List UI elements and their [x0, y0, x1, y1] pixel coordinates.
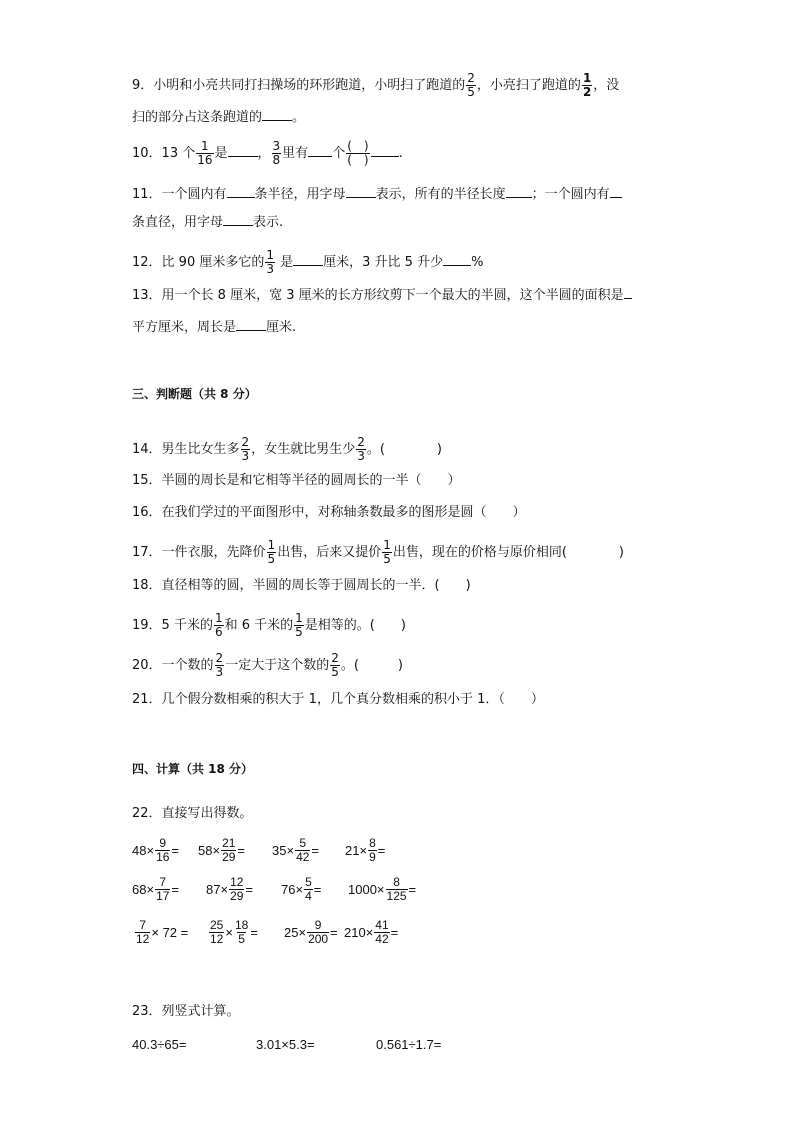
q9-text-b: ，小亮扫了跑道的 — [476, 78, 581, 93]
q17-fraction-2: $\frac{1}{5}$ — [383, 538, 391, 566]
q10-fraction-2: $\frac{3}{8}$ — [272, 139, 281, 167]
question-20: 20．一个数的 $\frac{2}{3}$ 一定大于这个数的 $\frac{2}{5}$ 。( ) — [132, 651, 403, 679]
q14-fraction-1: $\frac{2}{3}$ — [241, 435, 250, 463]
question-16: 16．在我们学过的平面图形中，对称轴条数最多的图形是圆（ ） — [132, 505, 526, 520]
q9-text-a: 9．小明和小亮共同打扫操场的环形跑道，小明扫了跑道的 — [132, 78, 466, 93]
calc-fraction: $\frac{7}{17}$ — [156, 874, 170, 903]
calc-fraction: $\frac{5}{42}$ — [296, 835, 310, 864]
answer-blank[interactable] — [223, 213, 253, 226]
calc-item: 68× $\frac{7}{17}$ = — [132, 874, 180, 903]
question-9-cont: 扫的部分占这条跑道的 。 — [132, 110, 306, 125]
calc-item: 1000× $\frac{8}{125}$ = — [348, 874, 417, 903]
calc-fraction: $\frac{9}{16}$ — [156, 835, 170, 864]
answer-blank[interactable] — [293, 253, 323, 266]
answer-blank[interactable] — [227, 185, 255, 198]
answer-blank[interactable] — [308, 144, 332, 157]
q10-placeholder-fraction: $\frac{( )}{( )}$ — [347, 139, 369, 167]
calc-item: 87× $\frac{12}{29}$ = — [206, 874, 254, 903]
calc-fraction: $\frac{18}{5}$ — [234, 917, 249, 946]
calc-fraction: $\frac{9}{200}$ — [308, 917, 329, 946]
q9-fraction-2: $\frac{1}{2}$ — [582, 71, 592, 99]
calc-fraction: $\frac{8}{9}$ — [369, 835, 376, 864]
q12-fraction: $\frac{1}{3}$ — [266, 248, 274, 276]
q19-fraction-2: $\frac{1}{5}$ — [295, 611, 303, 639]
q9-text-d: 扫的部分占这条跑道的 — [132, 110, 263, 125]
vertical-calc-item-3: 0.561÷1.7= — [376, 1037, 442, 1052]
question-17: 17．一件衣服，先降价 $\frac{1}{5}$ 出售，后来又提价 $\frac{1}{5}$ 出售，现在的价格与原价相同( ) — [132, 538, 624, 566]
answer-blank[interactable] — [610, 185, 622, 198]
calc-item: 210× $\frac{41}{42}$ = — [344, 917, 399, 946]
q10-fraction-1: $\frac{1}{16}$ — [197, 139, 213, 167]
q14-fraction-2: $\frac{2}{3}$ — [357, 435, 365, 463]
calc-item: 48× $\frac{9}{16}$ = — [132, 835, 180, 864]
q20-fraction-1: $\frac{2}{3}$ — [215, 651, 224, 679]
calc-fraction: $\frac{25}{12}$ — [210, 917, 224, 946]
answer-blank[interactable] — [236, 318, 266, 331]
question-19: 19．5 千米的 $\frac{1}{6}$ 和 6 千米的 $\frac{1}{5}$ 是相等的。( ) — [132, 611, 406, 639]
question-10: 10．13 个 $\frac{1}{16}$ 是 ， $\frac{3}{8}$ 里有 个 $\frac{( )}{( )}$ . — [132, 139, 403, 167]
question-13: 13．用一个长 8 厘米，宽 3 厘米的长方形纹剪下一个最大的半圆，这个半圆的面积是 — [132, 286, 632, 305]
q9-fraction-1: $\frac{2}{5}$ — [467, 71, 475, 99]
section-heading-judgement: 三、判断题（共 8 分） — [132, 387, 257, 401]
answer-blank[interactable] — [624, 286, 632, 299]
question-13-cont: 平方厘米，周长是 厘米. — [132, 320, 297, 335]
calc-item: $\frac{25}{12}$ × $\frac{18}{5}$ = — [210, 917, 258, 946]
calc-fraction: $\frac{5}{4}$ — [305, 874, 312, 903]
question-23-title: 23．列竖式计算。 — [132, 1004, 240, 1019]
q17-fraction-1: $\frac{1}{5}$ — [267, 538, 276, 566]
calc-item: 25× $\frac{9}{200}$ = — [284, 917, 338, 946]
vertical-calc-item-1: 40.3÷65= — [132, 1037, 187, 1052]
answer-blank[interactable] — [371, 144, 399, 157]
question-22-title: 22．直接写出得数。 — [132, 806, 253, 821]
calc-item: 76× $\frac{5}{4}$ = — [281, 874, 322, 903]
calc-fraction: $\frac{12}{29}$ — [230, 874, 244, 903]
section-heading-calculation: 四、计算（共 18 分） — [132, 762, 254, 776]
answer-blank[interactable] — [443, 253, 471, 266]
answer-blank[interactable] — [228, 144, 258, 157]
calc-fraction: $\frac{8}{125}$ — [386, 874, 407, 903]
vertical-calc-item-2: 3.01×5.3= — [256, 1037, 315, 1052]
q9-text-c: ，没 — [593, 78, 620, 93]
question-9 — [132, 72, 619, 99]
calc-item: 35× $\frac{5}{42}$ = — [272, 835, 320, 864]
question-15: 15．半圆的周长是和它相等半径的圆周长的一半（ ） — [132, 473, 461, 488]
calc-fraction: $\frac{7}{12}$ — [136, 917, 150, 946]
question-21: 21．几个假分数相乘的积大于 1，几个真分数相乘的积小于 1．（ ） — [132, 692, 544, 707]
calc-fraction: $\frac{21}{29}$ — [222, 835, 236, 864]
answer-blank[interactable] — [346, 185, 376, 198]
calc-fraction: $\frac{41}{42}$ — [375, 917, 389, 946]
answer-blank[interactable] — [506, 185, 532, 198]
question-18: 18．直径相等的圆，半圆的周长等于圆周长的一半．( ) — [132, 578, 471, 593]
question-11: 11．一个圆内有 条半径，用字母 表示，所有的半径长度 ；一个圆内有 — [132, 185, 622, 204]
question-12: 12．比 90 厘米多它的 $\frac{1}{3}$ 是 厘米，3 升比 5 升少 % — [132, 248, 484, 276]
q20-fraction-2: $\frac{2}{5}$ — [331, 651, 339, 679]
calc-item: $\frac{7}{12}$ × 72 = — [136, 917, 189, 946]
question-11-cont: 条直径，用字母 表示. — [132, 215, 284, 230]
calc-item: 58× $\frac{21}{29}$ = — [198, 835, 246, 864]
q19-fraction-1: $\frac{1}{6}$ — [214, 611, 223, 639]
calc-item: 21× $\frac{8}{9}$ = — [345, 835, 386, 864]
question-14: 14．男生比女生多 $\frac{2}{3}$ ，女生就比男生少 $\frac{2}{3}$ 。( ) — [132, 435, 442, 463]
answer-blank[interactable] — [262, 108, 292, 121]
